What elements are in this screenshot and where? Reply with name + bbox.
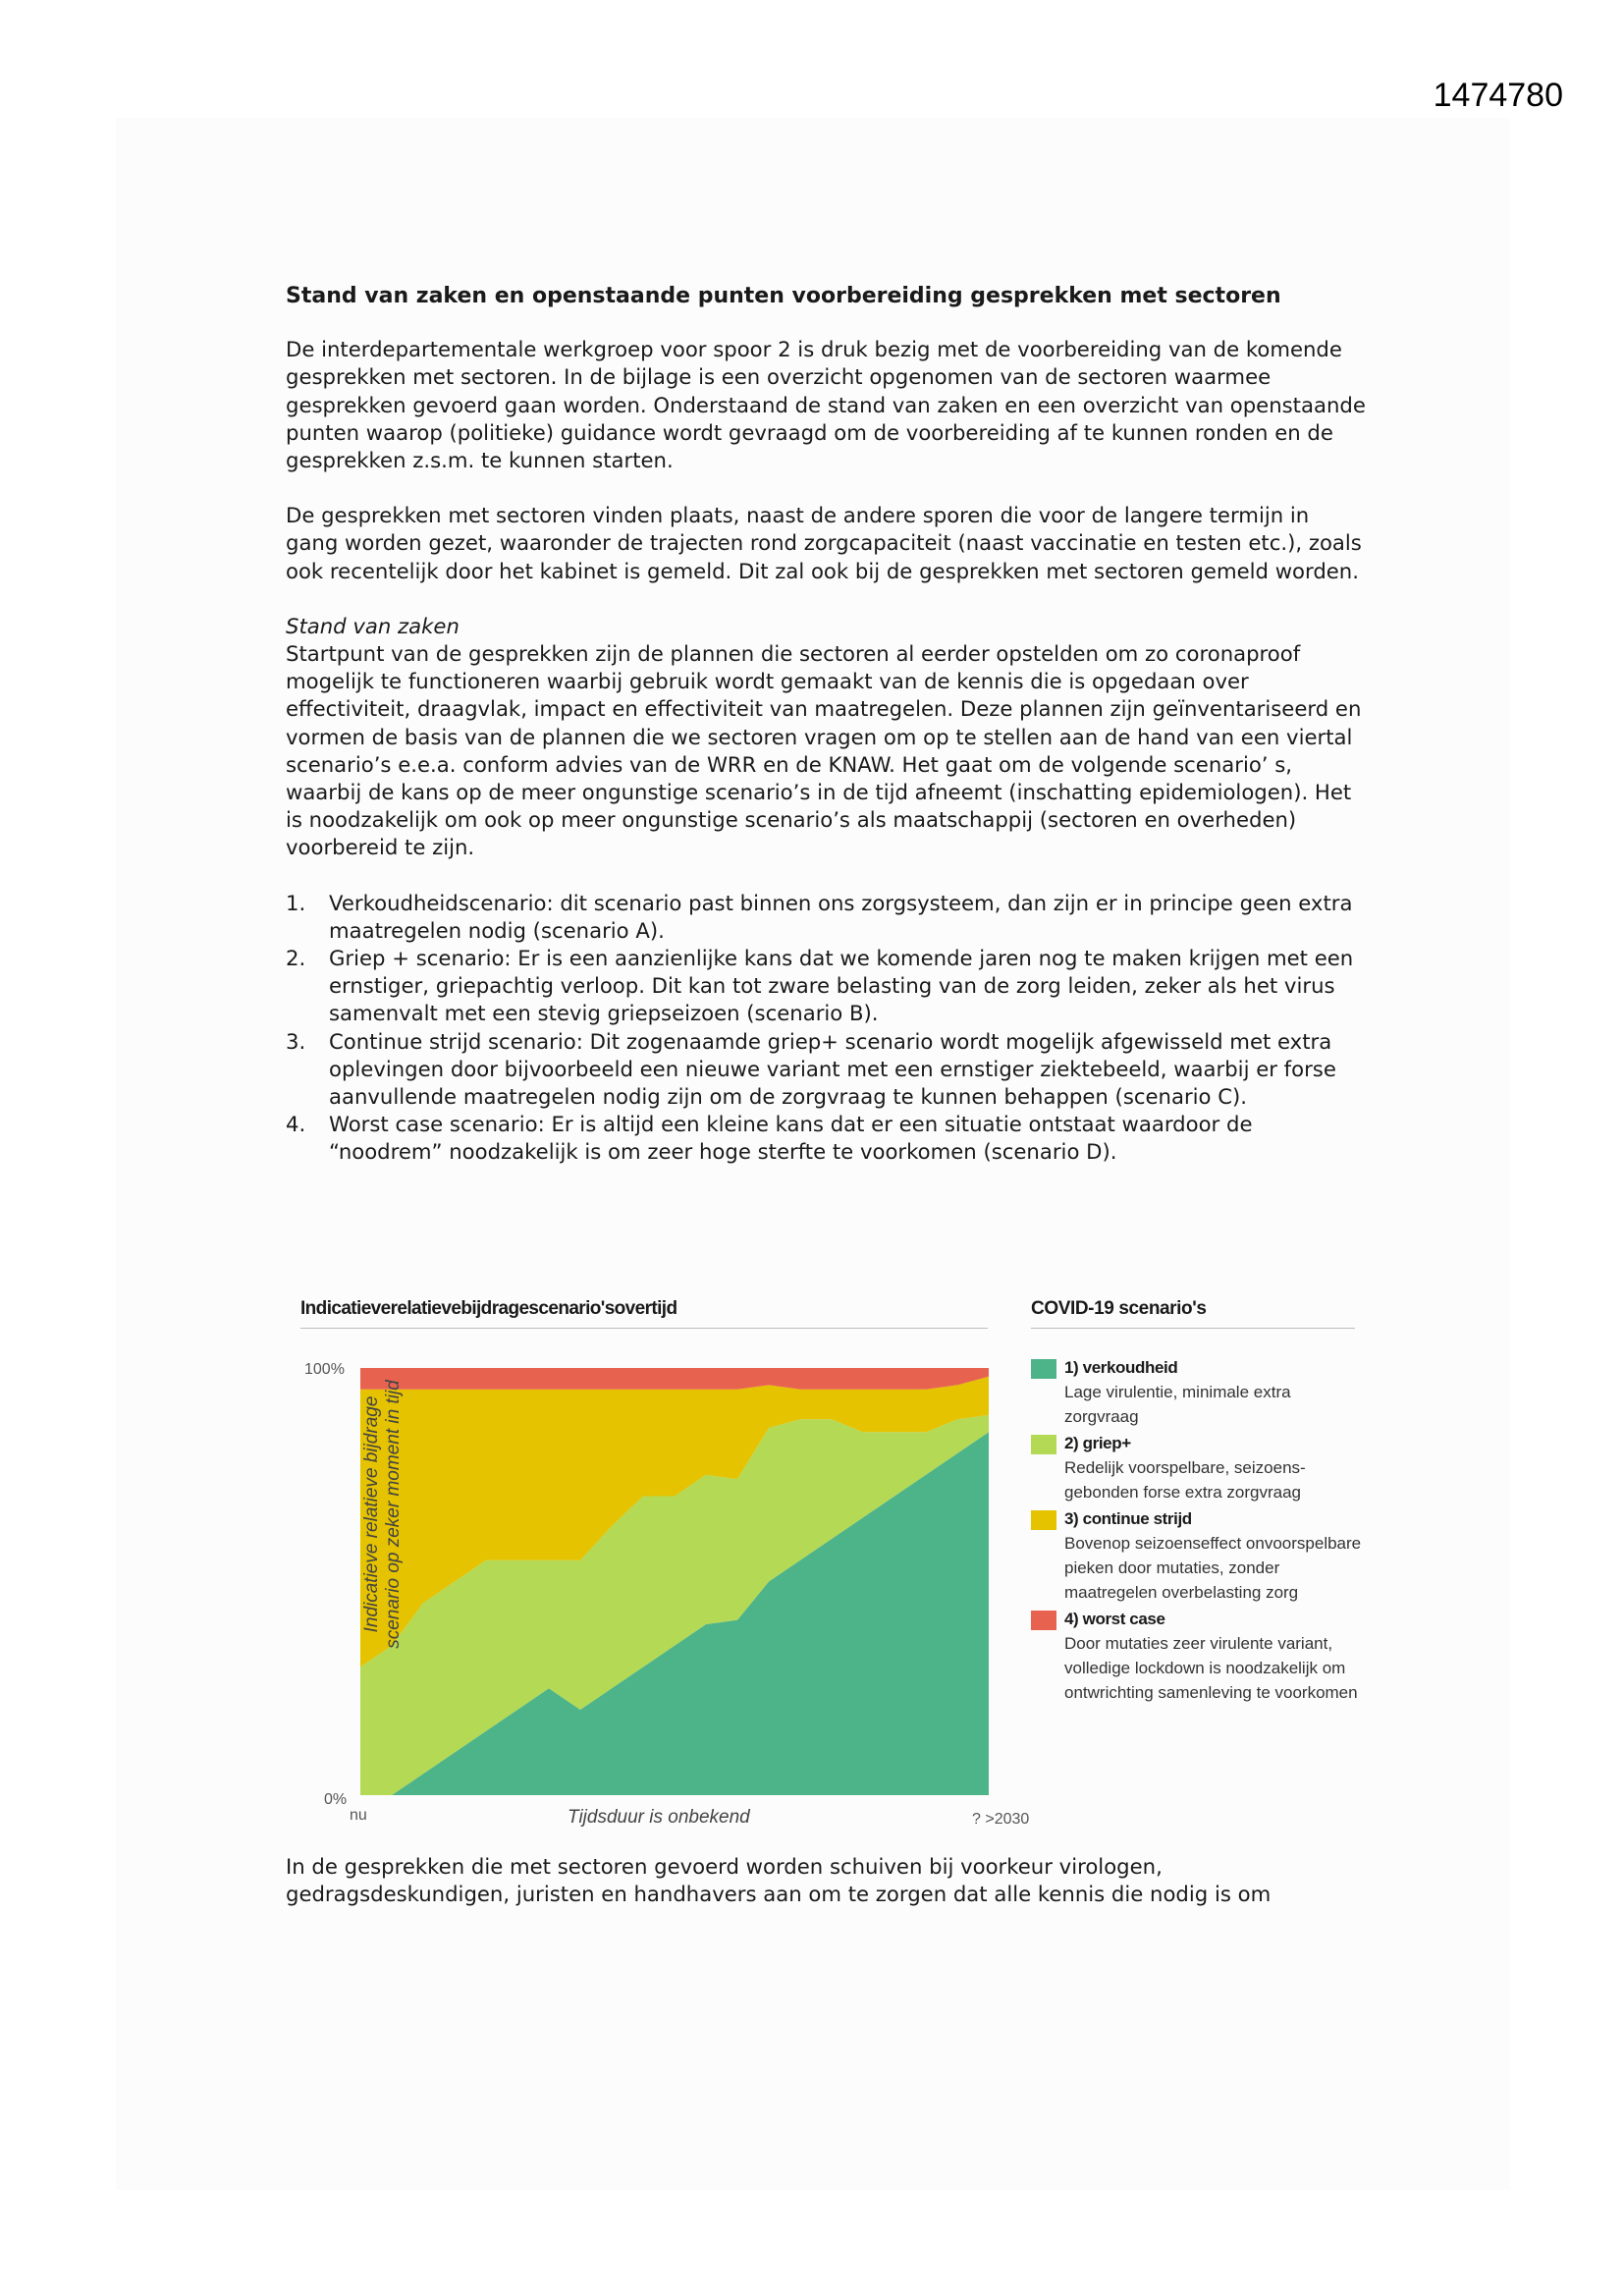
legend-swatch-worst-case <box>1031 1611 1056 1630</box>
section-title: Stand van zaken <box>286 613 460 638</box>
legend-desc: Bovenop seizoenseffect onvoorspelbare pieken door mutaties, zonder maatregelen overbelasting zorg <box>1064 1534 1362 1602</box>
x-tick-start: nu <box>350 1807 367 1824</box>
x-tick-end: ? >2030 <box>972 1811 1030 1828</box>
legend-swatch-griep <box>1031 1435 1056 1454</box>
list-number: 3. <box>286 1028 306 1054</box>
chart-legend <box>1031 1355 1365 1707</box>
legend-item <box>1031 1506 1365 1605</box>
list-number: 1. <box>286 890 306 915</box>
legend-desc: Door mutaties zeer virulente variant, volledige lockdown is noodzakelijk om ontwrichting samenleving te voorkomen <box>1064 1634 1358 1702</box>
list-text: Worst case scenario: Er is altijd een kleine kans dat er een situatie ontstaat waardoor de “noodrem” noodzakelijk is om zeer hoge sterfte te voorkomen (scenario D). <box>329 1112 1253 1165</box>
list-item <box>286 890 1366 945</box>
legend-name: 2) griep+ <box>1064 1434 1131 1452</box>
legend-swatch-continue-strijd <box>1031 1510 1056 1530</box>
legend-desc: Redelijk voorspelbare, seizoens-gebonden forse extra zorgvraag <box>1064 1458 1306 1502</box>
scenario-list <box>286 890 1366 1167</box>
paragraph-context: De gesprekken met sectoren vinden plaats, naast de andere sporen die voor de langere termijn in gang worden gezet, waaronder de trajecten rond zorgcapaciteit (naast vaccinatie en testen etc.), zoals ook recentelijk door het kabinet is gemeld. Dit zal ook bij de gesprekken met sectoren gemeld worden. <box>286 503 1362 583</box>
legend-title: COVID-19 scenario's <box>1031 1298 1207 1319</box>
area-series-4 <box>360 1368 989 1390</box>
legend-item <box>1031 1431 1365 1504</box>
list-number: 2. <box>286 946 306 971</box>
chart-title: Indicatieverelatievebijdragescenario'sovertijd <box>300 1298 677 1319</box>
document-id: 1474780 <box>1433 77 1563 114</box>
page-title: Stand van zaken en openstaande punten voorbereiding gesprekken met sectoren <box>286 284 1281 308</box>
closing-paragraph: In de gesprekken die met sectoren gevoerd worden schuiven bij voorkeur virologen, gedragsdeskundigen, juristen en handhavers aan om te zorgen dat alle kennis die nodig is om <box>286 1854 1272 1907</box>
list-text: Continue strijd scenario: Dit zogenaamde griep+ scenario wordt mogelijk afgewisseld met extra oplevingen door bijvoorbeeld een nieuwe variant met een ernstiger ziektebeeld, waarbij er forse aanvullende maatregelen nodig zijn om de zorgvraag te kunnen behappen (scenario C). <box>329 1028 1336 1110</box>
legend-item <box>1031 1355 1365 1429</box>
list-text: Griep + scenario: Er is een aanzienlijke kans dat we komende jaren nog te maken krijgen met een ernstiger, griepachtig verloop. Dit kan tot zware belasting van de zorg leiden, zeker als het virus samenvalt met een stevig griepseizoen (scenario B). <box>329 946 1354 1026</box>
y-tick-top: 100% <box>304 1361 345 1378</box>
y-tick-bottom: 0% <box>324 1791 348 1808</box>
list-item <box>286 1028 1366 1112</box>
x-axis-label: Tijdsduur is onbekend <box>568 1807 750 1828</box>
legend-name: 4) worst case <box>1064 1610 1165 1628</box>
list-item <box>286 945 1366 1028</box>
legend-swatch-verkoudheid <box>1031 1359 1056 1379</box>
legend-name: 3) continue strijd <box>1064 1509 1192 1528</box>
list-text: Verkoudheidscenario: dit scenario past binnen ons zorgsysteem, dan zijn er in principe geen extra maatregelen nodig (scenario A). <box>329 890 1353 943</box>
scenario-figure <box>295 1286 1365 1846</box>
list-item <box>286 1111 1366 1166</box>
list-number: 4. <box>286 1112 306 1137</box>
legend-item <box>1031 1607 1365 1705</box>
legend-desc: Lage virulentie, minimale extra zorgvraag <box>1064 1383 1291 1426</box>
legend-name: 1) verkoudheid <box>1064 1358 1178 1377</box>
document-body <box>286 283 1366 1167</box>
paragraph-intro: De interdepartementale werkgroep voor spoor 2 is druk bezig met de voorbereiding van de komende gesprekken met sectoren. In de bijlage is een overzicht opgenomen van de sectoren waarmee gesprekken gevoerd gaan worden. Onderstaand de stand van zaken en een overzicht van openstaande punten waarop (politieke) guidance wordt gevraagd om de voorbereiding af te kunnen ronden en de gesprekken z.s.m. te kunnen starten. <box>286 337 1366 473</box>
y-axis-label: Indicatieve relatieve bijdrage scenario op zeker moment in tijd <box>361 1380 404 1649</box>
legend-title-rule <box>1031 1328 1355 1329</box>
paragraph-stand-van-zaken: Startpunt van de gesprekken zijn de plannen die sectoren al eerder opstelden om zo coronaproof mogelijk te functioneren waarbij gebruik wordt gemaakt van de kennis die is opgedaan over effectiviteit, draagvlak, impact en effectiviteit van maatregelen. Deze plannen zijn geïnventariseerd en vormen de basis van de plannen die we sectoren vragen om op te stellen aan de hand van een viertal scenario’s e.e.a. conform advies van de WRR en de KNAW. Het gaat om de volgende scenario’ s, waarbij de kans op de meer ongunstige scenario’s in de tijd afneemt (inschatting epidemiologen). Het is noodzakelijk om ook op meer ongunstige scenario’s als maatschappij (sectoren en overheden) voorbereid te zijn. <box>286 641 1362 860</box>
